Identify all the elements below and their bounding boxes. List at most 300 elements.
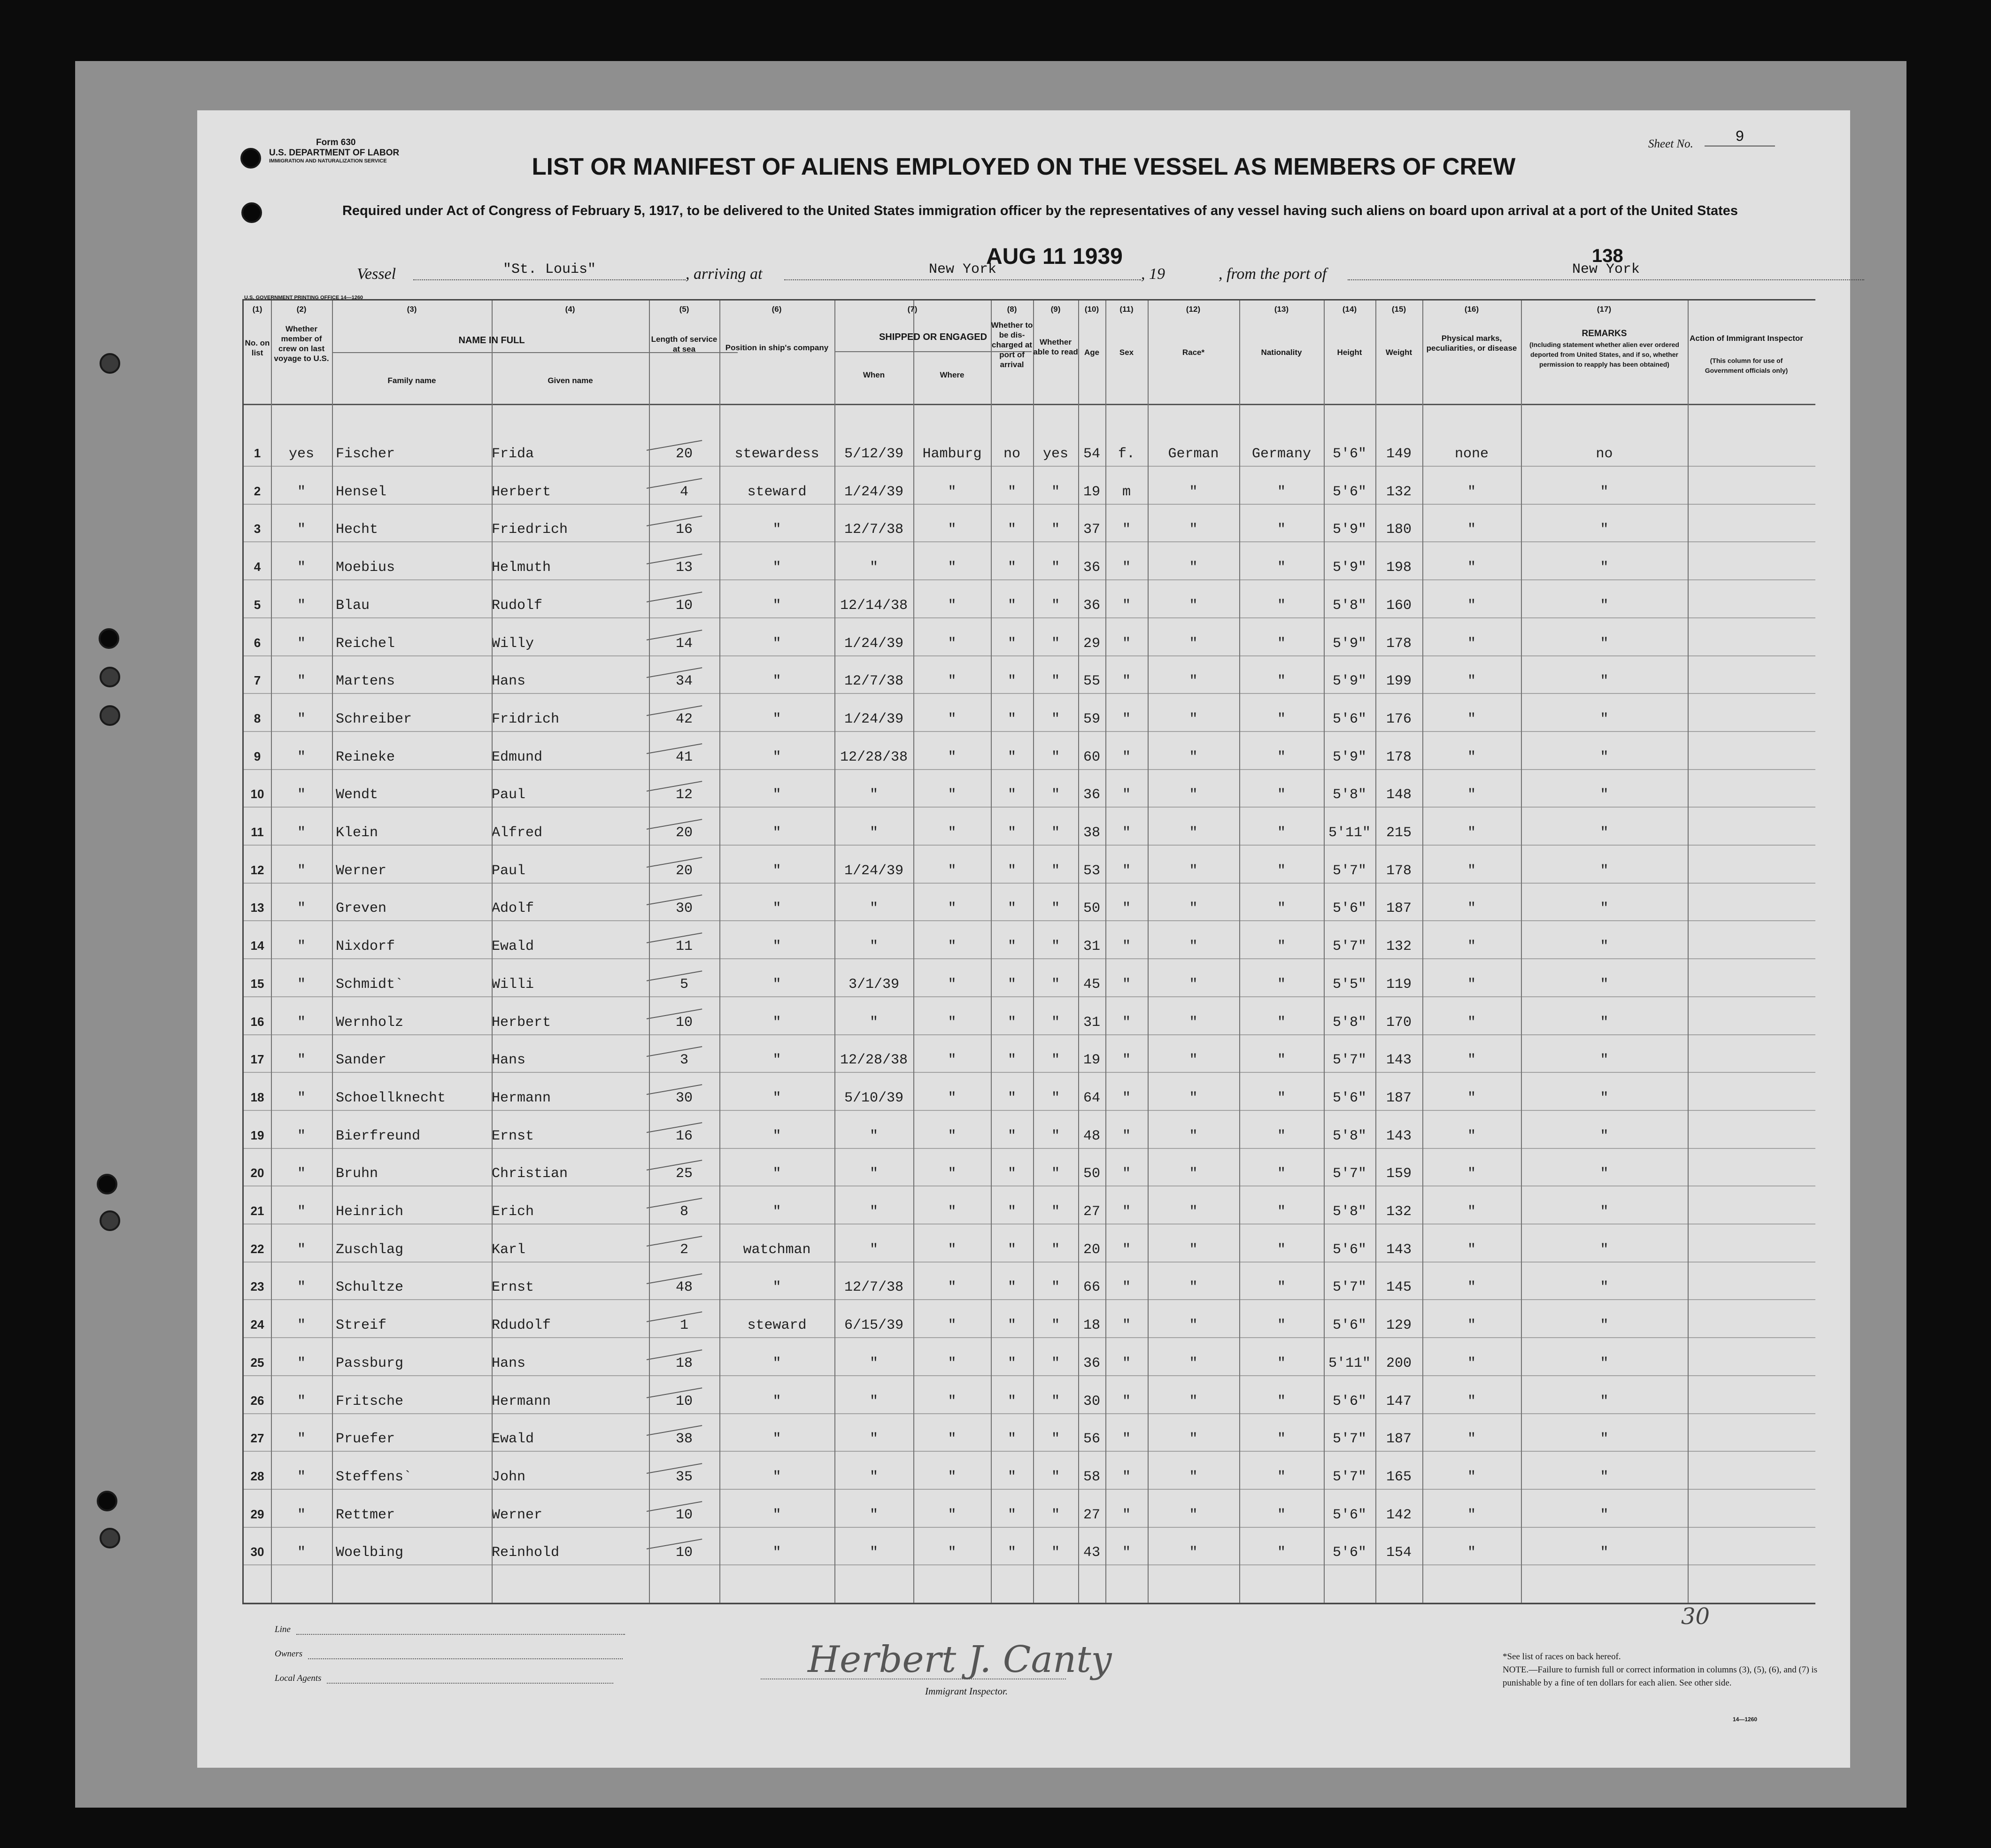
cell-given-name: Ewald — [492, 1431, 534, 1448]
cell-given-name: Reinhold — [492, 1545, 560, 1561]
cell-no: 21 — [250, 1204, 264, 1218]
cell-family-name: Moebius — [336, 560, 395, 576]
cell-sex: " — [1122, 1204, 1131, 1220]
cell-discharged: " — [1007, 711, 1016, 727]
cell-given-name: Rdudolf — [492, 1317, 551, 1334]
cell-where: " — [948, 825, 957, 841]
cell-remarks: " — [1600, 1279, 1609, 1296]
cell-service: 11 — [675, 939, 693, 955]
cell-sex: " — [1122, 1469, 1131, 1485]
row-rule — [244, 617, 1815, 618]
cell-service: 20 — [675, 862, 693, 879]
cell-given-name: Werner — [492, 1507, 543, 1523]
cell-nationality: " — [1277, 862, 1286, 879]
cell-age: 38 — [1083, 825, 1100, 841]
cell-discharged: " — [1007, 825, 1016, 841]
cell-member: " — [297, 901, 306, 917]
cell-position: " — [772, 673, 781, 690]
cell-sex: " — [1122, 1431, 1131, 1448]
cell-remarks: " — [1600, 673, 1609, 690]
cell-read: " — [1051, 976, 1060, 993]
cell-position: " — [772, 522, 781, 538]
cell-where: " — [948, 1241, 957, 1258]
cell-nationality: " — [1277, 673, 1286, 690]
cell-weight: 176 — [1386, 711, 1412, 727]
cell-nationality: " — [1277, 1507, 1286, 1523]
cell-sex: " — [1122, 560, 1131, 576]
cell-age: 50 — [1083, 901, 1100, 917]
row-rule — [244, 807, 1815, 808]
cell-age: 53 — [1083, 862, 1100, 879]
column-number: (8) — [1007, 305, 1017, 314]
cell-no: 14 — [250, 939, 264, 953]
cell-remarks: " — [1600, 1507, 1609, 1523]
footer-owners-label: Owners — [275, 1649, 303, 1659]
cell-where: " — [948, 1317, 957, 1334]
cell-given-name: Ewald — [492, 939, 534, 955]
cell-service: 3 — [679, 1052, 688, 1069]
cell-service: 30 — [675, 1090, 693, 1106]
cell-remarks: " — [1600, 560, 1609, 576]
cell-member: " — [297, 749, 306, 765]
cell-family-name: Greven — [336, 901, 387, 917]
cell-member: " — [297, 1317, 306, 1334]
cell-marks: " — [1467, 1090, 1476, 1106]
cell-member: " — [297, 1545, 306, 1561]
cell-where: " — [948, 673, 957, 690]
cell-marks: " — [1467, 1128, 1476, 1144]
punch-hole-icon — [100, 1528, 120, 1548]
cell-service: 35 — [675, 1469, 693, 1485]
cell-member: " — [297, 1393, 306, 1409]
cell-sex: " — [1122, 711, 1131, 727]
cell-remarks: " — [1600, 1469, 1609, 1485]
header-height: Height — [1337, 348, 1362, 357]
cell-discharged: " — [1007, 1090, 1016, 1106]
cell-discharged: " — [1007, 522, 1016, 538]
cell-service: 12 — [675, 787, 693, 803]
cell-weight: 143 — [1386, 1128, 1412, 1144]
cell-when: " — [869, 1128, 878, 1144]
cell-remarks: " — [1600, 1355, 1609, 1371]
row-rule — [244, 655, 1815, 656]
cell-marks: " — [1467, 1241, 1476, 1258]
column-number: (3) — [407, 305, 417, 314]
column-number: (5) — [679, 305, 689, 314]
header-nationality: Nationality — [1261, 348, 1302, 357]
cell-read: " — [1051, 1090, 1060, 1106]
cell-discharged: " — [1007, 597, 1016, 614]
cell-where: " — [948, 1279, 957, 1296]
cell-weight: 142 — [1386, 1507, 1412, 1523]
page-title: LIST OR MANIFEST OF ALIENS EMPLOYED ON THE VESSEL AS MEMBERS OF CREW — [532, 153, 1516, 180]
cell-where: " — [948, 1431, 957, 1448]
header-remarks-note: (Including statement whether alien ever ordered deported from United States, and if so, whether permission to reapply has been obtained) — [1529, 341, 1679, 368]
column-number: (12) — [1186, 305, 1201, 314]
cell-given-name: Herbert — [492, 1014, 551, 1031]
cell-remarks: " — [1600, 1128, 1609, 1144]
row-rule — [244, 1451, 1815, 1452]
cell-height: 5'6" — [1332, 1507, 1366, 1523]
cell-marks: " — [1467, 787, 1476, 803]
column-number: (11) — [1119, 305, 1134, 314]
punch-hole-icon — [97, 1491, 117, 1511]
cell-age: 64 — [1083, 1090, 1100, 1106]
row-rule — [244, 920, 1815, 921]
cell-discharged: " — [1007, 1507, 1016, 1523]
cell-member: " — [297, 862, 306, 879]
cell-where: " — [948, 976, 957, 993]
cell-given-name: Hans — [492, 1355, 526, 1371]
cell-service: 38 — [675, 1431, 693, 1448]
cell-read: " — [1051, 1355, 1060, 1371]
cell-age: 54 — [1083, 446, 1100, 462]
row-rule — [244, 1489, 1815, 1490]
cell-family-name: Wendt — [336, 787, 378, 803]
cell-member: " — [297, 1279, 306, 1296]
row-rule — [244, 769, 1815, 770]
cell-given-name: Hermann — [492, 1090, 551, 1106]
cell-position: steward — [747, 1317, 807, 1334]
cell-age: 50 — [1083, 1166, 1100, 1182]
cell-age: 58 — [1083, 1469, 1100, 1485]
footer-line-row — [275, 1610, 838, 1635]
cell-read: " — [1051, 1279, 1060, 1296]
row-rule — [244, 1072, 1815, 1073]
footer-agents-row — [275, 1659, 838, 1684]
cell-height: 5'9" — [1332, 522, 1366, 538]
cell-position: " — [772, 560, 781, 576]
cell-where: " — [948, 1090, 957, 1106]
cell-weight: 165 — [1386, 1469, 1412, 1485]
cell-discharged: " — [1007, 673, 1016, 690]
cell-member: " — [297, 1431, 306, 1448]
cell-marks: none — [1454, 446, 1489, 462]
punch-hole-icon — [100, 353, 120, 374]
cell-position: " — [772, 1279, 781, 1296]
column-rule — [1422, 300, 1423, 1603]
cell-remarks: " — [1600, 1393, 1609, 1409]
footer-block — [275, 1610, 838, 1684]
cell-service: 10 — [675, 1014, 693, 1031]
cell-height: 5'6" — [1332, 1241, 1366, 1258]
arrival-date-stamp: AUG 11 1939 — [986, 244, 1123, 269]
cell-when: 1/24/39 — [844, 711, 904, 727]
cell-given-name: Paul — [492, 787, 526, 803]
cell-no: 27 — [250, 1431, 264, 1446]
cell-sex: " — [1122, 939, 1131, 955]
department-name: U.S. DEPARTMENT OF LABOR — [269, 148, 400, 158]
cell-height: 5'7" — [1332, 862, 1366, 879]
cell-age: 66 — [1083, 1279, 1100, 1296]
cell-position: " — [772, 1393, 781, 1409]
header-when: When — [863, 370, 885, 379]
column-rule — [1521, 300, 1522, 1603]
page-subtitle: Required under Act of Congress of February 5, 1917, to be delivered to the United States immigration officer by the representatives of any vessel having such aliens on board upon arrival at a port of the United States — [342, 203, 1738, 218]
cell-family-name: Schreiber — [336, 711, 412, 727]
cell-where: " — [948, 1052, 957, 1069]
cell-service: 16 — [675, 1128, 693, 1144]
cell-when: " — [869, 1507, 878, 1523]
cell-position: " — [772, 749, 781, 765]
cell-when: " — [869, 787, 878, 803]
header-length-service: Length of service at sea — [651, 335, 718, 354]
cell-age: 27 — [1083, 1507, 1100, 1523]
cell-no: 11 — [251, 825, 264, 839]
cell-sex: " — [1122, 1090, 1131, 1106]
cell-race: " — [1189, 825, 1198, 841]
cell-sex: " — [1122, 597, 1131, 614]
cell-remarks: " — [1600, 939, 1609, 955]
cell-nationality: " — [1277, 597, 1286, 614]
cell-weight: 147 — [1386, 1393, 1412, 1409]
cell-when: " — [869, 1014, 878, 1031]
cell-when: " — [869, 1241, 878, 1258]
cell-where: " — [948, 862, 957, 879]
cell-marks: " — [1467, 825, 1476, 841]
cell-nationality: " — [1277, 976, 1286, 993]
cell-marks: " — [1467, 560, 1476, 576]
cell-no: 4 — [254, 560, 261, 574]
cell-where: " — [948, 560, 957, 576]
from-port: New York — [1348, 262, 1864, 280]
cell-where: " — [948, 749, 957, 765]
cell-remarks: " — [1600, 1014, 1609, 1031]
cell-family-name: Werner — [336, 862, 387, 879]
header-remarks: REMARKS — [1582, 329, 1627, 339]
cell-service: 30 — [675, 901, 693, 917]
cell-weight: 178 — [1386, 749, 1412, 765]
cell-service: 4 — [679, 484, 688, 500]
cell-age: 20 — [1083, 1241, 1100, 1258]
row-rule — [244, 1110, 1815, 1111]
column-number: (16) — [1464, 305, 1479, 314]
column-number: (2) — [296, 305, 307, 314]
cell-discharged: " — [1007, 862, 1016, 879]
cell-where: " — [948, 1204, 957, 1220]
cell-where: " — [948, 1166, 957, 1182]
arriving-port: New York — [784, 262, 1141, 280]
cell-remarks: " — [1600, 976, 1609, 993]
cell-member: yes — [288, 446, 314, 462]
cell-marks: " — [1467, 1393, 1476, 1409]
cell-sex: " — [1122, 825, 1131, 841]
inspector-signature: Herbert J. Canty — [808, 1639, 1112, 1681]
cell-no: 25 — [250, 1355, 264, 1370]
cell-race: " — [1189, 1393, 1198, 1409]
cell-no: 19 — [250, 1128, 264, 1142]
cell-sex: " — [1122, 522, 1131, 538]
footer-agents-field — [327, 1672, 613, 1684]
cell-read: " — [1051, 635, 1060, 652]
cell-member: " — [297, 560, 306, 576]
cell-where: " — [948, 787, 957, 803]
cell-given-name: Hans — [492, 673, 526, 690]
cell-discharged: " — [1007, 901, 1016, 917]
cell-height: 5'6" — [1332, 1090, 1366, 1106]
cell-where: " — [948, 597, 957, 614]
cell-position: " — [772, 1545, 781, 1561]
row-rule — [244, 1148, 1815, 1149]
cell-family-name: Passburg — [336, 1355, 404, 1371]
cell-age: 36 — [1083, 1355, 1100, 1371]
cell-sex: " — [1122, 862, 1131, 879]
cell-sex: " — [1122, 1241, 1131, 1258]
cell-read: " — [1051, 901, 1060, 917]
cell-nationality: " — [1277, 1052, 1286, 1069]
cell-discharged: " — [1007, 560, 1016, 576]
service-name: IMMIGRATION AND NATURALIZATION SERVICE — [269, 158, 387, 164]
cell-position: steward — [747, 484, 807, 500]
cell-member: " — [297, 1052, 306, 1069]
cell-read: " — [1051, 1507, 1060, 1523]
cell-position: " — [772, 1166, 781, 1182]
row-rule — [244, 1299, 1815, 1300]
cell-nationality: " — [1277, 1545, 1286, 1561]
cell-nationality: " — [1277, 1279, 1286, 1296]
cell-sex: " — [1122, 1014, 1131, 1031]
cell-where: " — [948, 1014, 957, 1031]
cell-age: 59 — [1083, 711, 1100, 727]
cell-where: " — [948, 1545, 957, 1561]
cell-member: " — [297, 522, 306, 538]
punch-hole-icon — [100, 1210, 120, 1231]
row-rule — [244, 845, 1815, 846]
cell-age: 36 — [1083, 560, 1100, 576]
cell-height: 5'7" — [1332, 1052, 1366, 1069]
cell-family-name: Reineke — [336, 749, 395, 765]
cell-remarks: no — [1596, 446, 1613, 462]
column-rule — [1375, 300, 1376, 1603]
cell-given-name: Friedrich — [492, 522, 568, 538]
cell-when: " — [869, 1355, 878, 1371]
cell-no: 23 — [250, 1279, 264, 1294]
cell-where: " — [948, 1128, 957, 1144]
cell-when: " — [869, 901, 878, 917]
cell-no: 18 — [250, 1090, 264, 1104]
cell-height: 5'11" — [1328, 825, 1371, 841]
column-rule — [492, 300, 493, 1603]
cell-when: " — [869, 560, 878, 576]
cell-nationality: " — [1277, 560, 1286, 576]
cell-no: 15 — [250, 976, 264, 991]
column-rule — [332, 300, 333, 1603]
cell-read: " — [1051, 1469, 1060, 1485]
cell-where: " — [948, 711, 957, 727]
cell-race: " — [1189, 787, 1198, 803]
cell-age: 56 — [1083, 1431, 1100, 1448]
cell-family-name: Wernholz — [336, 1014, 404, 1031]
cell-read: " — [1051, 787, 1060, 803]
cell-given-name: Ernst — [492, 1279, 534, 1296]
cell-family-name: Klein — [336, 825, 378, 841]
cell-position: " — [772, 1469, 781, 1485]
footer-agents-label: Local Agents — [275, 1673, 322, 1683]
row-rule — [244, 1413, 1815, 1414]
cell-weight: 129 — [1386, 1317, 1412, 1334]
column-rule — [1688, 300, 1689, 1603]
cell-position: " — [772, 1204, 781, 1220]
cell-race: " — [1189, 522, 1198, 538]
cell-when: 3/1/39 — [848, 976, 900, 993]
cell-height: 5'6" — [1332, 1317, 1366, 1334]
cell-member: " — [297, 939, 306, 955]
cell-height: 5'6" — [1332, 484, 1366, 500]
cell-race: " — [1189, 711, 1198, 727]
cell-weight: 148 — [1386, 787, 1412, 803]
cell-position: " — [772, 597, 781, 614]
cell-discharged: " — [1007, 484, 1016, 500]
cell-member: " — [297, 825, 306, 841]
column-rule — [1239, 300, 1240, 1603]
cell-read: " — [1051, 711, 1060, 727]
cell-marks: " — [1467, 1317, 1476, 1334]
cell-sex: " — [1122, 1355, 1131, 1371]
cell-height: 5'8" — [1332, 597, 1366, 614]
cell-when: 5/10/39 — [844, 1090, 904, 1106]
cell-read: " — [1051, 825, 1060, 841]
cell-position: " — [772, 825, 781, 841]
cell-member: " — [297, 1128, 306, 1144]
row-rule — [244, 1602, 1815, 1603]
cell-age: 36 — [1083, 787, 1100, 803]
cell-remarks: " — [1600, 862, 1609, 879]
cell-where: " — [948, 484, 957, 500]
cell-no: 16 — [250, 1014, 264, 1029]
cell-position: " — [772, 1052, 781, 1069]
cell-marks: " — [1467, 1279, 1476, 1296]
row-rule — [244, 958, 1815, 959]
cell-marks: " — [1467, 901, 1476, 917]
cell-remarks: " — [1600, 484, 1609, 500]
cell-read: " — [1051, 862, 1060, 879]
cell-where: " — [948, 1507, 957, 1523]
cell-family-name: Fritsche — [336, 1393, 404, 1409]
cell-when: " — [869, 1166, 878, 1182]
cell-sex: " — [1122, 1128, 1131, 1144]
cell-member: " — [297, 1507, 306, 1523]
column-number: (14) — [1342, 305, 1357, 314]
cell-weight: 143 — [1386, 1241, 1412, 1258]
cell-sex: " — [1122, 1393, 1131, 1409]
cell-when: 1/24/39 — [844, 635, 904, 652]
cell-height: 5'6" — [1332, 711, 1366, 727]
column-rule — [1078, 300, 1079, 1603]
header-member-last-voyage: Whether member of crew on last voyage to U.S. — [274, 324, 329, 363]
cell-age: 30 — [1083, 1393, 1100, 1409]
cell-remarks: " — [1600, 1166, 1609, 1182]
cell-given-name: Helmuth — [492, 560, 551, 576]
cell-where: Hamburg — [922, 446, 982, 462]
cell-marks: " — [1467, 939, 1476, 955]
cell-no: 28 — [250, 1469, 264, 1483]
column-number: (17) — [1597, 305, 1612, 314]
cell-service: 25 — [675, 1166, 693, 1182]
cell-marks: " — [1467, 522, 1476, 538]
cell-sex: " — [1122, 1166, 1131, 1182]
cell-sex: " — [1122, 901, 1131, 917]
cell-no: 20 — [250, 1166, 264, 1180]
cell-service: 10 — [675, 1545, 693, 1561]
cell-read: " — [1051, 1204, 1060, 1220]
cell-when: " — [869, 939, 878, 955]
cell-position: " — [772, 1090, 781, 1106]
cell-read: yes — [1042, 446, 1068, 462]
cell-service: 41 — [675, 749, 693, 765]
cell-family-name: Sander — [336, 1052, 387, 1069]
cell-race: German — [1168, 446, 1219, 462]
cell-marks: " — [1467, 1052, 1476, 1069]
